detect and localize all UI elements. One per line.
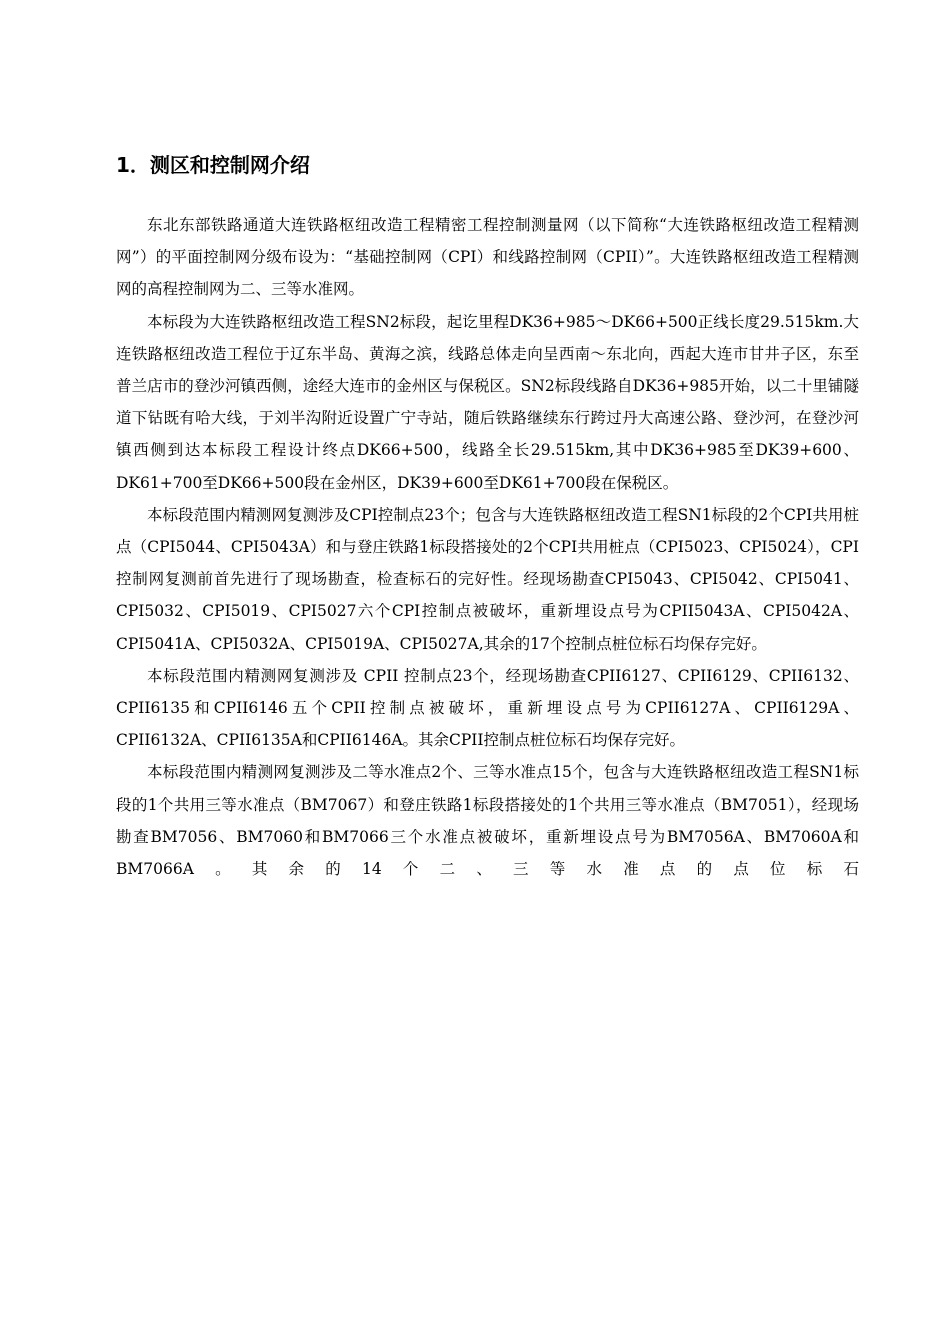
paragraph-benchmarks: 本标段范围内精测网复测涉及二等水准点2个、三等水准点15个，包含与大连铁路枢纽改造工程SN1标段的1个共用三等水准点（BM7067）和登庄铁路1标段搭接处的1个共用三等水准点（BM7051），经现场勘查BM7056、BM7060和BM7066三个水准点被破坏，重新埋设点号为BM7056A、BM7060A和BM7066A。其余的14个二、三等水准点的点位标石: [116, 763, 859, 879]
body-text: [116, 209, 859, 885]
paragraph-network-overview: 东北东部铁路通道大连铁路枢纽改造工程精密工程控制测量网（以下简称“大连铁路枢纽改造工程精测网”）的平面控制网分级布设为：“基础控制网（CPI）和线路控制网（CPII）”。大连铁路枢纽改造工程精测网的高程控制网为二、三等水准网。: [116, 216, 859, 299]
paragraph-cpi-points: 本标段范围内精测网复测涉及CPI控制点23个；包含与大连铁路枢纽改造工程SN1标段的2个CPI共用桩点（CPI5044、CPI5043A）和与登庄铁路1标段搭接处的2个CPI共用桩点（CPI5023、CPI5024），CPI控制网复测前首先进行了现场勘查，检查标石的完好性。经现场勘查CPI5043、CPI5042、CPI5041、CPI5032、CPI5019、CPI5027六个CPI控制点被破坏，重新埋设点号为CPII5043A、CPI5042A、CPI5041A、CPI5032A、CPI5019A、CPI5027A,其余的17个控制点桩位标石均保存完好。: [116, 505, 859, 653]
paragraph-cpii-points: 本标段范围内精测网复测涉及 CPII 控制点23个，经现场勘查CPII6127、CPII6129、CPII6132、CPII6135和CPII6146五个CPII控制点被破坏，重新埋设点号为CPII6127A、CPII6129A、CPII6132A、CPII6135A和CPII6146A。其余CPII控制点桩位标石均保存完好。: [116, 666, 859, 750]
paragraph-section-scope: 本标段为大连铁路枢纽改造工程SN2标段，起讫里程DK36+985～DK66+500正线长度29.515km.大连铁路枢纽改造工程位于辽东半岛、黄海之滨，线路总体走向呈西南～东北向，西起大连市甘井子区，东至普兰店市的登沙河镇西侧，途经大连市的金州区与保税区。SN2标段线路自DK36+985开始，以二十里铺隧道下钻既有哈大线，于刘半沟附近设置广宁寺站，随后铁路继续东行跨过丹大高速公路、登沙河，在登沙河镇西侧到达本标段工程设计终点DK66+500，线路全长29.515km,其中DK36+985至DK39+600、DK61+700至DK66+500段在金州区，DK39+600至DK61+700段在保税区。: [116, 312, 859, 492]
section-heading: 1．测区和控制网介绍: [116, 153, 310, 177]
